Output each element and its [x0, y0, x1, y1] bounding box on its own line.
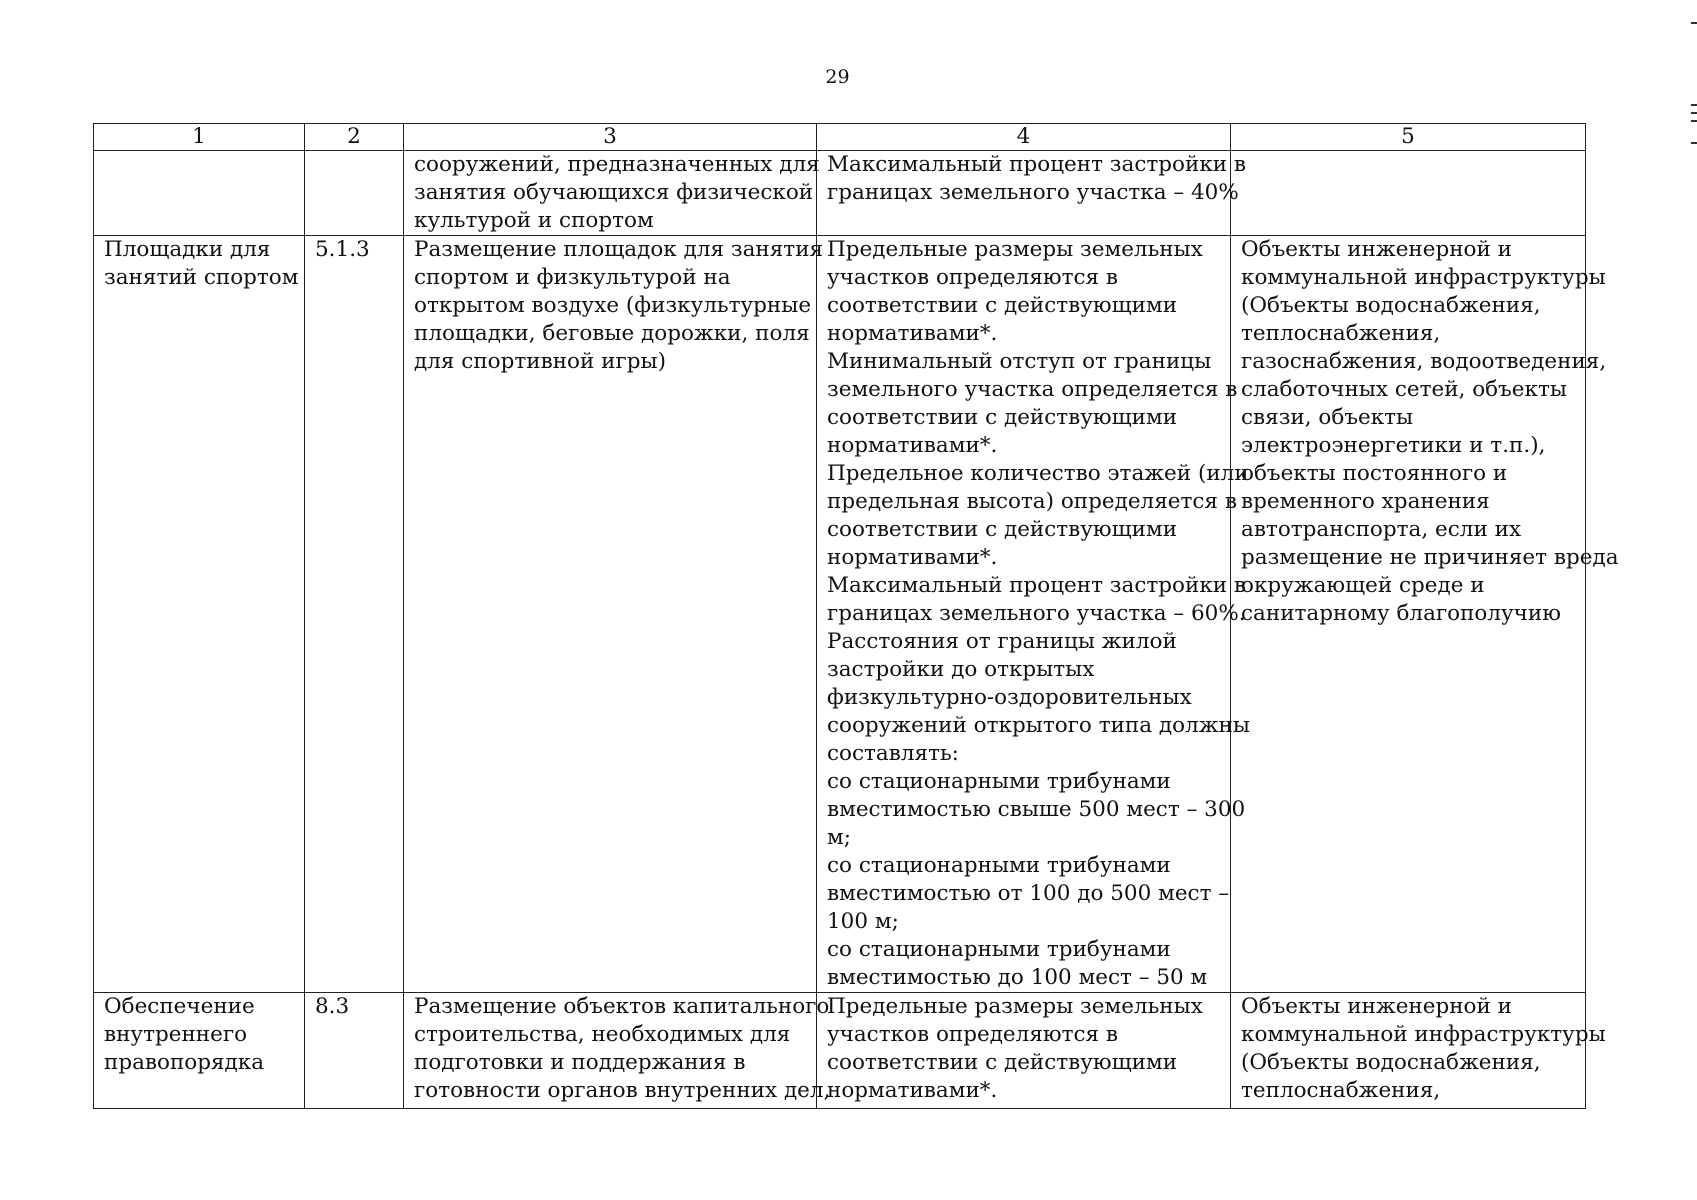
cell-text-line: земельного участка определяется в — [827, 377, 1238, 402]
cell-text-line: Предельные размеры земельных — [827, 237, 1203, 262]
cell-text-line: теплоснабжения, — [1241, 321, 1441, 346]
cell-text-line: строительства, необходимых для — [414, 1022, 791, 1047]
column-header-3: 3 — [404, 124, 817, 151]
column-header-2: 2 — [305, 124, 404, 151]
table-cell-col5 — [1231, 993, 1606, 1109]
cell-text-line: 100 м; — [827, 909, 899, 934]
cell-text-line: Обеспечение — [104, 994, 255, 1019]
cell-text-line: подготовки и поддержания в — [414, 1050, 746, 1075]
cell-text-line: автотранспорта, если их — [1241, 517, 1522, 542]
table-cell-col4 — [817, 236, 1250, 993]
margin-mark — [1691, 120, 1697, 122]
cell-text-line: вместимостью до 100 мест – 50 м — [827, 965, 1208, 990]
table-cell-col3 — [404, 993, 831, 1109]
cell-text-line: со стационарными трибунами — [827, 769, 1171, 794]
cell-text-line: Максимальный процент застройки в — [827, 573, 1247, 598]
margin-mark — [1691, 104, 1697, 106]
header-row — [94, 124, 1586, 151]
cell-text-line: для спортивной игры) — [414, 349, 666, 374]
cell-text-line: внутреннего — [104, 1022, 248, 1047]
cell-text-line: соответствии с действующими — [827, 293, 1178, 318]
cell-text-line: вместимостью от 100 до 500 мест – — [827, 881, 1230, 906]
cell-text-line: соответствии с действующими — [827, 405, 1178, 430]
table-cell-col4 — [817, 993, 1231, 1109]
cell-code: 8.3 — [315, 994, 350, 1019]
cell-text-line: объекты постоянного и — [1241, 461, 1508, 486]
cell-text-line: границах земельного участка – 40% — [827, 180, 1239, 205]
table-cell-col1 — [94, 236, 305, 993]
cell-text-line: окружающей среде и — [1241, 573, 1485, 598]
cell-text-line: Расстояния от границы жилой — [827, 629, 1177, 654]
cell-text-line: нормативами*. — [827, 545, 998, 570]
cell-text-line: теплоснабжения, — [1241, 1078, 1441, 1103]
table-cell-col3 — [404, 151, 820, 236]
page-number: 29 — [825, 66, 850, 88]
cell-text-line: культурой и спортом — [414, 208, 654, 233]
cell-text-line: слаботочных сетей, объекты — [1241, 377, 1567, 402]
margin-mark — [1691, 112, 1697, 114]
table-row-law-enforcement — [94, 993, 1586, 1109]
cell-text-line: коммунальной инфраструктуры — [1241, 1022, 1606, 1047]
table-cell-col3 — [404, 236, 824, 993]
cell-text-line: Минимальный отступ от границы — [827, 349, 1212, 374]
cell-text-line: участков определяются в — [827, 1022, 1119, 1047]
table-row-sport-grounds — [94, 236, 1586, 993]
cell-text-line: нормативами*. — [827, 1078, 998, 1103]
cell-text-line: Размещение объектов капитального — [414, 994, 830, 1019]
margin-mark — [1691, 22, 1697, 24]
column-header-1: 1 — [94, 124, 305, 151]
table-cell-col1 — [94, 151, 305, 236]
cell-text-line: нормативами*. — [827, 433, 998, 458]
zoning-table — [93, 123, 1619, 1109]
cell-text-line: (Объекты водоснабжения, — [1241, 293, 1541, 318]
cell-text-line: вместимостью свыше 500 мест – 300 — [827, 797, 1246, 822]
cell-text-line: занятий спортом — [104, 265, 299, 290]
table-cell-col2 — [305, 236, 404, 993]
cell-text-line: соответствии с действующими — [827, 1050, 1178, 1075]
cell-text-line: соответствии с действующими — [827, 517, 1178, 542]
cell-text-line: сооружений открытого типа должны — [827, 713, 1250, 738]
cell-text-line: сооружений, предназначенных для — [414, 152, 820, 177]
column-header-5: 5 — [1231, 124, 1586, 151]
column-header-4: 4 — [817, 124, 1231, 151]
table-cell-col2 — [305, 151, 404, 236]
cell-text-line: физкультурно-оздоровительных — [827, 685, 1192, 710]
cell-text-line: электроэнергетики и т.п.), — [1241, 433, 1546, 458]
cell-text-line: Объекты инженерной и — [1241, 994, 1512, 1019]
table-cell-col1 — [94, 993, 305, 1109]
cell-text-line: Предельные размеры земельных — [827, 994, 1203, 1019]
cell-text-line: Площадки для — [104, 237, 271, 262]
cell-text-line: связи, объекты — [1241, 405, 1414, 430]
cell-text-line: временного хранения — [1241, 489, 1490, 514]
cell-text-line: (Объекты водоснабжения, — [1241, 1050, 1541, 1075]
cell-text-line: Размещение площадок для занятия — [414, 237, 824, 262]
cell-text-line: газоснабжения, водоотведения, — [1241, 349, 1607, 374]
table-cell-col5 — [1231, 151, 1586, 236]
cell-text-line: предельная высота) определяется в — [827, 489, 1237, 514]
cell-text-line: открытом воздухе (физкультурные — [414, 293, 812, 318]
cell-text-line: Предельное количество этажей (или — [827, 461, 1249, 486]
cell-text-line: размещение не причиняет вреда — [1241, 545, 1619, 570]
table-row-continuation — [94, 151, 1586, 236]
cell-text-line: м; — [827, 825, 851, 850]
cell-text-line: со стационарными трибунами — [827, 937, 1171, 962]
cell-text-line: нормативами*. — [827, 321, 998, 346]
cell-code: 5.1.3 — [315, 237, 370, 262]
cell-text-line: составлять: — [827, 741, 959, 766]
table-cell-col4 — [817, 151, 1247, 236]
cell-text-line: площадки, беговые дорожки, поля — [414, 321, 810, 346]
table-cell-col2 — [305, 993, 404, 1109]
cell-text-line: Максимальный процент застройки в — [827, 152, 1247, 177]
cell-text-line: правопорядка — [104, 1050, 265, 1075]
cell-text-line: Объекты инженерной и — [1241, 237, 1512, 262]
cell-text-line: занятия обучающихся физической — [414, 180, 814, 205]
cell-text-line: спортом и физкультурой на — [414, 265, 731, 290]
cell-text-line: готовности органов внутренних дел, — [414, 1078, 831, 1103]
margin-mark — [1691, 142, 1697, 144]
cell-text-line: участков определяются в — [827, 265, 1119, 290]
cell-text-line: санитарному благополучию — [1241, 601, 1561, 626]
cell-text-line: со стационарными трибунами — [827, 853, 1171, 878]
cell-text-line: коммунальной инфраструктуры — [1241, 265, 1606, 290]
cell-text-line: застройки до открытых — [827, 657, 1095, 682]
cell-text-line: границах земельного участка – 60%. — [827, 601, 1246, 626]
table-cell-col5 — [1231, 236, 1619, 993]
